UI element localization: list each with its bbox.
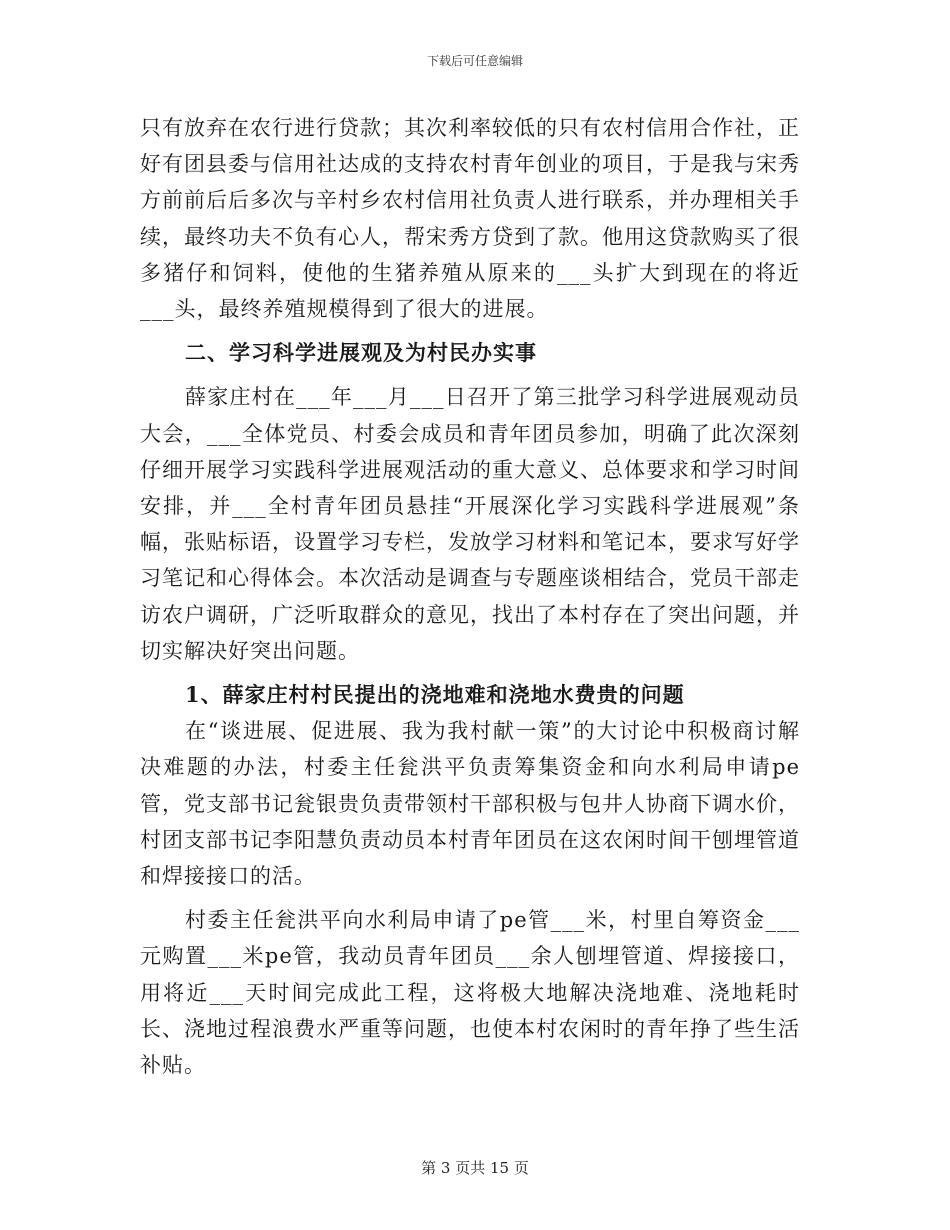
- paragraph-loan-continuation: 只有放弃在农行进行贷款；其次利率较低的只有农村信用合作社，正好有团县委与信用社达成的支持农村青年创业的项目，于是我与宋秀方前前后后多次与辛村乡农村信用社负责人进行联系，并办理相关手续，最终功夫不负有心人，帮宋秀方贷到了款。他用这贷款购买了很多猪仔和饲料，使他的生猪养殖从原来的___头扩大到现在的将近___头，最终养殖规模得到了很大的进展。: [140, 116, 800, 322]
- page-header: 下载后可任意编辑: [426, 54, 523, 68]
- paragraph-discussion: 在“谈进展、促进展、我为我村献一策”的大讨论中积极商讨解决难题的办法，村委主任瓮洪平负责筹集资金和向水利局申请pe管，党支部书记瓮银贵负责带领村干部积极与包井人协商下调水价，村团支部书记李阳慧负责动员本村青年团员在这农闲时间干刨埋管道和焊接接口的活。: [140, 719, 800, 889]
- paragraph-pipe-project: 村委主任瓮洪平向水利局申请了pe管___米，村里自筹资金___元购置___米pe管，我动员青年团员___余人刨埋管道、焊接接口，用将近___天时间完成此工程，这将极大地解决浇地难、浇地耗时长、浇地过程浪费水严重等问题，也使本村农闲时的青年挣了些生活补贴。: [140, 908, 800, 1078]
- page-footer: 第 3 页共 15 页: [421, 1159, 529, 1177]
- section-heading-2: 二、学习科学进展观及为村民办实事: [185, 340, 537, 366]
- paragraph-study-meeting: 薛家庄村在___年___月___日召开了第三批学习科学进展观动员大会，___全体党员、村委会成员和青年团员参加，明确了此次深刻仔细开展学习实践科学进展观活动的重大意义、总体要求和学习时间安排，并___全村青年团员悬挂“开展深化学习实践科学进展观”条幅，张贴标语，设置学习专栏，发放学习材料和笔记本，要求写好学习笔记和心得体会。本次活动是调查与专题座谈相结合，党员干部走访农户调研，广泛听取群众的意见，找出了本村存在了突出问题，并切实解决好突出问题。: [140, 385, 800, 663]
- subsection-heading-1: 1、薛家庄村村民提出的浇地难和浇地水费贵的问题: [185, 682, 685, 708]
- document-body: [140, 110, 800, 1083]
